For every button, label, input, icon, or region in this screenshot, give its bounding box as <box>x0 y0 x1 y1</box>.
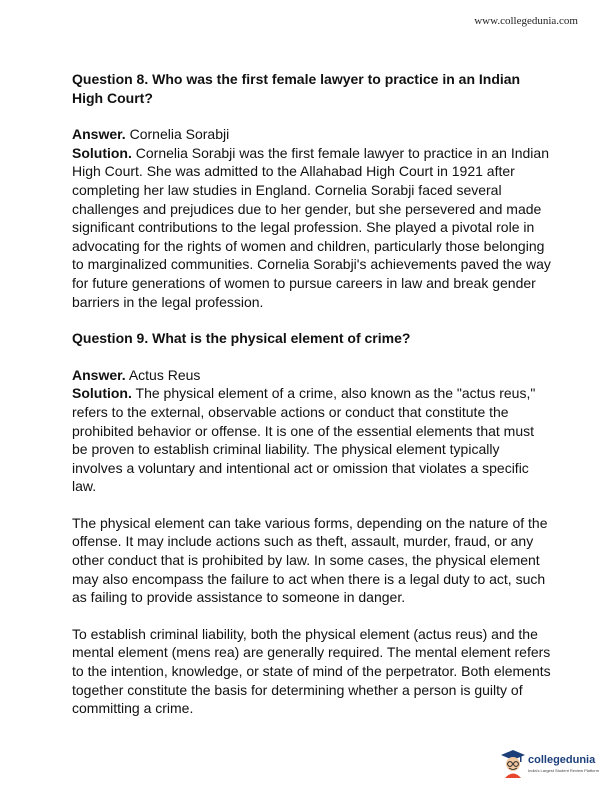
document-body <box>72 70 552 736</box>
q9-solution <box>72 384 552 496</box>
q8-solution <box>72 144 552 311</box>
q9-paragraph-3: To establish criminal liability, both the physical element (actus reus) and the mental element (mens rea) are generally required. The mental element refers to the intention, knowledge, or state of mind of the perpetrator. Both elements together constitute the basis for determining whether a person is guilty of committing a crime. <box>72 625 551 717</box>
collegedunia-logo <box>500 748 612 778</box>
solution-text: The physical element of a crime, also known as the "actus reus," refers to the external, observable actions or conduct that constitute the prohibited behavior or offense. It is one of the essential elements that must be proven to establish criminal liability. The physical element typically involves a voluntary and intentional act or omission that violates a specific law. <box>72 385 536 495</box>
solution-text: Cornelia Sorabji was the first female lawyer to practice in an Indian High Court. She was admitted to the Allahabad High Court in 1921 after completing her law studies in England. Cornelia Sorabji faced several challenges and prejudices due to her gender, but she persevered and made significant contributions to the legal profession. She played a pivotal role in advocating for the rights of women and children, particularly those belonging to marginalized communities. Cornelia Sorabji's achievements paved the way for future generations of women to pursue careers in law and break gender barriers in the legal profession. <box>72 144 551 310</box>
q8-answer-block <box>72 125 552 311</box>
answer-label: Answer. <box>72 366 126 383</box>
answer-text: Actus Reus <box>125 366 201 383</box>
solution-label: Solution. <box>72 385 132 402</box>
question-8: Question 8. Who was the first female lawyer to practice in an Indian High Court? <box>72 71 521 106</box>
q9-answer-block <box>72 366 552 496</box>
logo-name: collegedunia <box>528 754 596 766</box>
graduate-mascot-icon <box>500 748 526 778</box>
solution-label: Solution. <box>72 144 132 161</box>
answer-label: Answer. <box>72 126 126 143</box>
site-url: www.collegedunia.com <box>474 15 578 27</box>
question-9: Question 9. What is the physical element of crime? <box>72 330 411 347</box>
q8-answer <box>72 125 552 144</box>
q9-paragraph-2: The physical element can take various forms, depending on the nature of the offense. It may include actions such as theft, assault, murder, fraud, or any other conduct that is prohibited by law. In some cases, the physical element may also encompass the failure to act when there is a legal duty to act, such as failing to provide assistance to someone in danger. <box>72 514 548 606</box>
q9-answer <box>72 366 552 385</box>
logo-tagline: India's Largest Student Review Platform <box>528 768 600 773</box>
answer-text: Cornelia Sorabji <box>125 126 230 143</box>
